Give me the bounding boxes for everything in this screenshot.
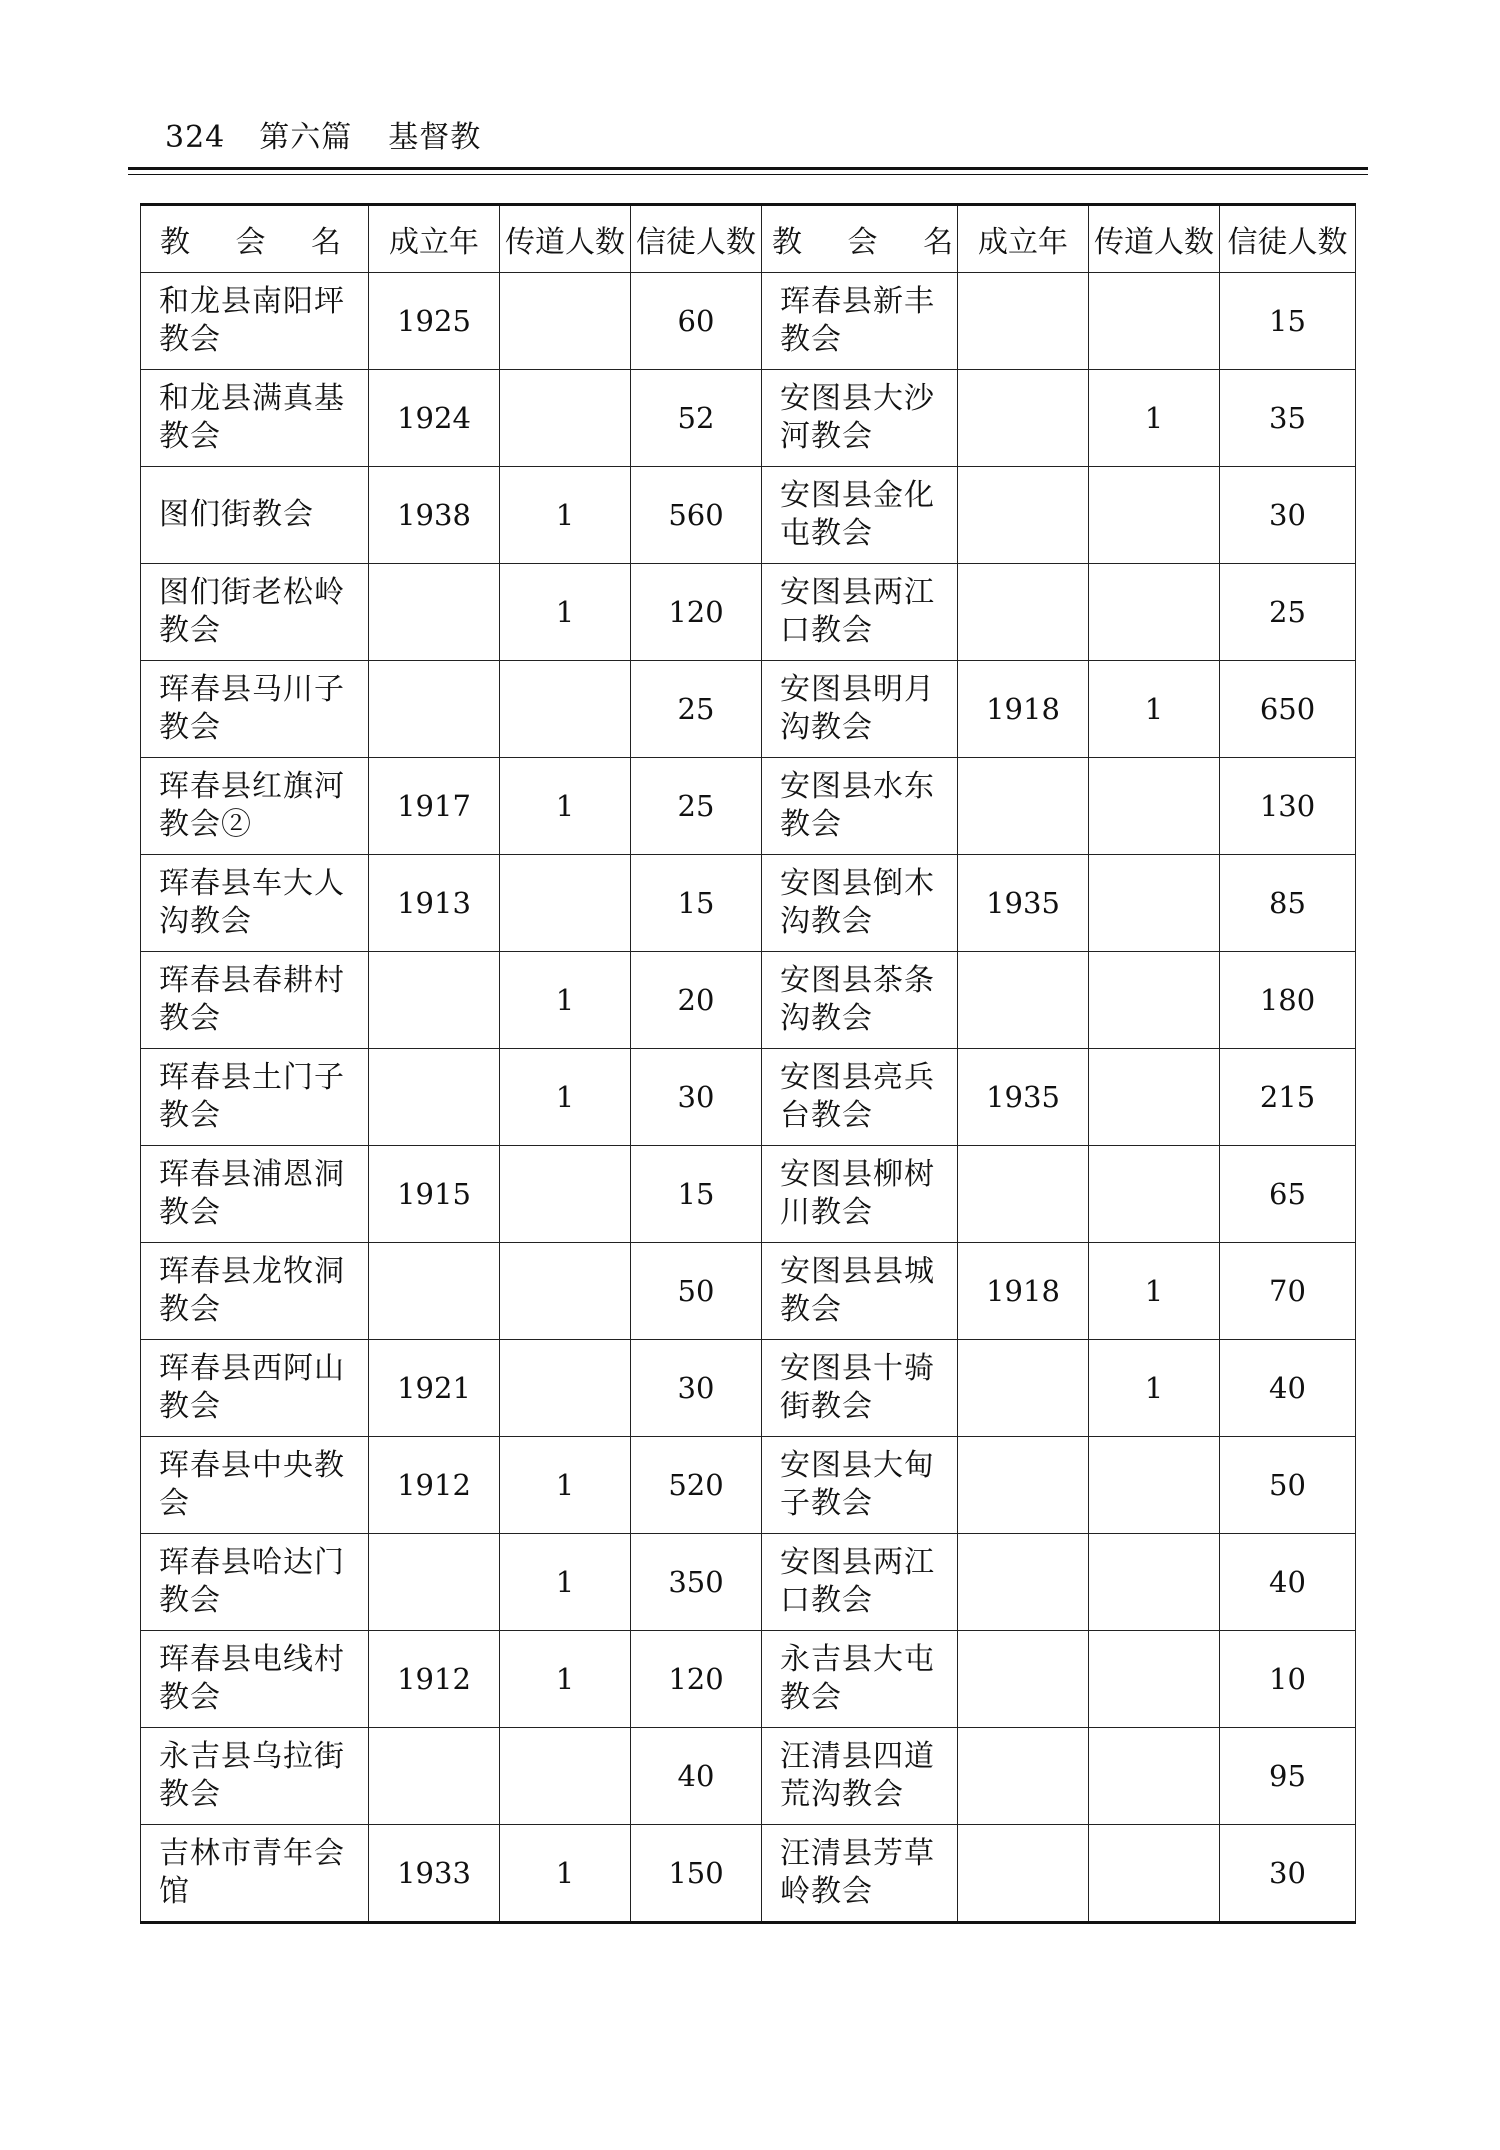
preachers-cell: 1 bbox=[1089, 661, 1220, 758]
church-name-cell: 永吉县乌拉街教会 bbox=[141, 1728, 369, 1825]
year-cell bbox=[369, 661, 500, 758]
table-row bbox=[141, 1437, 1356, 1534]
believers-cell: 350 bbox=[631, 1534, 762, 1631]
preachers-cell bbox=[500, 661, 631, 758]
church-name-cell: 图们街教会 bbox=[141, 467, 369, 564]
col-header-year: 成立年 bbox=[958, 205, 1089, 273]
church-name-cell: 珲春县车大人沟教会 bbox=[141, 855, 369, 952]
believers-cell: 50 bbox=[631, 1243, 762, 1340]
believers-cell: 40 bbox=[631, 1728, 762, 1825]
part-label: 第六篇 bbox=[259, 120, 353, 155]
year-cell: 1935 bbox=[958, 1049, 1089, 1146]
year-cell bbox=[958, 1534, 1089, 1631]
believers-cell: 25 bbox=[1220, 564, 1356, 661]
year-cell bbox=[958, 758, 1089, 855]
preachers-cell bbox=[500, 1243, 631, 1340]
table-row bbox=[141, 1825, 1356, 1923]
preachers-cell: 1 bbox=[1089, 370, 1220, 467]
year-cell bbox=[958, 1631, 1089, 1728]
year-cell: 1918 bbox=[958, 661, 1089, 758]
page-number: 324 bbox=[165, 120, 226, 155]
church-name-cell: 安图县茶条沟教会 bbox=[762, 952, 958, 1049]
church-name-cell: 珲春县新丰教会 bbox=[762, 273, 958, 370]
believers-cell: 52 bbox=[631, 370, 762, 467]
believers-cell: 520 bbox=[631, 1437, 762, 1534]
preachers-cell bbox=[1089, 1146, 1220, 1243]
table-row bbox=[141, 273, 1356, 370]
church-name-cell: 珲春县土门子教会 bbox=[141, 1049, 369, 1146]
church-table bbox=[140, 203, 1356, 1924]
believers-cell: 15 bbox=[631, 1146, 762, 1243]
year-cell bbox=[958, 1340, 1089, 1437]
preachers-cell bbox=[1089, 1534, 1220, 1631]
church-name-cell: 珲春县电线村教会 bbox=[141, 1631, 369, 1728]
believers-cell: 130 bbox=[1220, 758, 1356, 855]
preachers-cell bbox=[500, 1146, 631, 1243]
church-name-cell: 安图县柳树川教会 bbox=[762, 1146, 958, 1243]
preachers-cell bbox=[1089, 1437, 1220, 1534]
year-cell: 1917 bbox=[369, 758, 500, 855]
table-row bbox=[141, 1728, 1356, 1825]
chapter-title: 基督教 bbox=[388, 120, 482, 155]
church-name-cell: 安图县两江口教会 bbox=[762, 1534, 958, 1631]
believers-cell: 30 bbox=[1220, 467, 1356, 564]
church-name-cell: 安图县大沙河教会 bbox=[762, 370, 958, 467]
preachers-cell: 1 bbox=[500, 952, 631, 1049]
believers-cell: 65 bbox=[1220, 1146, 1356, 1243]
preachers-cell: 1 bbox=[1089, 1340, 1220, 1437]
table-row bbox=[141, 467, 1356, 564]
year-cell bbox=[369, 1243, 500, 1340]
table-row bbox=[141, 370, 1356, 467]
believers-cell: 60 bbox=[631, 273, 762, 370]
preachers-cell bbox=[1089, 1728, 1220, 1825]
believers-cell: 50 bbox=[1220, 1437, 1356, 1534]
table-row bbox=[141, 952, 1356, 1049]
year-cell: 1913 bbox=[369, 855, 500, 952]
year-cell bbox=[958, 1146, 1089, 1243]
year-cell bbox=[958, 467, 1089, 564]
believers-cell: 30 bbox=[631, 1340, 762, 1437]
believers-cell: 180 bbox=[1220, 952, 1356, 1049]
preachers-cell: 1 bbox=[500, 758, 631, 855]
table-row bbox=[141, 661, 1356, 758]
col-header-church-name: 教 会 名 bbox=[762, 205, 958, 273]
believers-cell: 30 bbox=[631, 1049, 762, 1146]
church-name-cell: 安图县大甸子教会 bbox=[762, 1437, 958, 1534]
church-name-cell: 安图县明月沟教会 bbox=[762, 661, 958, 758]
believers-cell: 120 bbox=[631, 564, 762, 661]
church-name-cell: 吉林市青年会馆 bbox=[141, 1825, 369, 1923]
church-name-cell: 安图县倒木沟教会 bbox=[762, 855, 958, 952]
col-header-believers: 信徒人数 bbox=[1220, 205, 1356, 273]
believers-cell: 40 bbox=[1220, 1340, 1356, 1437]
believers-cell: 650 bbox=[1220, 661, 1356, 758]
year-cell bbox=[958, 273, 1089, 370]
year-cell bbox=[958, 1728, 1089, 1825]
preachers-cell bbox=[500, 370, 631, 467]
church-name-cell: 珲春县西阿山教会 bbox=[141, 1340, 369, 1437]
church-name-cell: 珲春县哈达门教会 bbox=[141, 1534, 369, 1631]
believers-cell: 35 bbox=[1220, 370, 1356, 467]
preachers-cell bbox=[1089, 1825, 1220, 1923]
believers-cell: 20 bbox=[631, 952, 762, 1049]
table-row bbox=[141, 758, 1356, 855]
year-cell: 1935 bbox=[958, 855, 1089, 952]
believers-cell: 15 bbox=[1220, 273, 1356, 370]
preachers-cell: 1 bbox=[500, 1631, 631, 1728]
year-cell bbox=[369, 952, 500, 1049]
preachers-cell bbox=[1089, 855, 1220, 952]
year-cell: 1912 bbox=[369, 1437, 500, 1534]
believers-cell: 70 bbox=[1220, 1243, 1356, 1340]
table-row bbox=[141, 1146, 1356, 1243]
believers-cell: 85 bbox=[1220, 855, 1356, 952]
believers-cell: 150 bbox=[631, 1825, 762, 1923]
table-row bbox=[141, 564, 1356, 661]
preachers-cell bbox=[500, 273, 631, 370]
church-name-cell: 珲春县中央教会 bbox=[141, 1437, 369, 1534]
col-header-believers: 信徒人数 bbox=[631, 205, 762, 273]
col-header-year: 成立年 bbox=[369, 205, 500, 273]
year-cell bbox=[958, 564, 1089, 661]
church-name-cell: 和龙县南阳坪教会 bbox=[141, 273, 369, 370]
preachers-cell bbox=[1089, 564, 1220, 661]
col-header-preachers: 传道人数 bbox=[500, 205, 631, 273]
year-cell bbox=[958, 1825, 1089, 1923]
year-cell bbox=[369, 1728, 500, 1825]
church-name-cell: 安图县水东教会 bbox=[762, 758, 958, 855]
church-name-cell: 安图县两江口教会 bbox=[762, 564, 958, 661]
believers-cell: 215 bbox=[1220, 1049, 1356, 1146]
table-row bbox=[141, 1049, 1356, 1146]
preachers-cell: 1 bbox=[500, 1437, 631, 1534]
believers-cell: 10 bbox=[1220, 1631, 1356, 1728]
church-name-cell: 珲春县红旗河教会② bbox=[141, 758, 369, 855]
preachers-cell bbox=[1089, 1631, 1220, 1728]
year-cell bbox=[958, 370, 1089, 467]
year-cell: 1921 bbox=[369, 1340, 500, 1437]
year-cell bbox=[369, 564, 500, 661]
year-cell: 1912 bbox=[369, 1631, 500, 1728]
header-rule-thick bbox=[128, 167, 1368, 170]
church-name-cell: 安图县金化屯教会 bbox=[762, 467, 958, 564]
year-cell: 1924 bbox=[369, 370, 500, 467]
preachers-cell: 1 bbox=[500, 1534, 631, 1631]
church-name-cell: 安图县十骑街教会 bbox=[762, 1340, 958, 1437]
table-body bbox=[141, 273, 1356, 1923]
preachers-cell bbox=[1089, 467, 1220, 564]
preachers-cell bbox=[1089, 952, 1220, 1049]
year-cell bbox=[958, 1437, 1089, 1534]
believers-cell: 25 bbox=[631, 758, 762, 855]
preachers-cell: 1 bbox=[500, 1825, 631, 1923]
believers-cell: 25 bbox=[631, 661, 762, 758]
believers-cell: 95 bbox=[1220, 1728, 1356, 1825]
preachers-cell bbox=[1089, 1049, 1220, 1146]
page-header bbox=[165, 112, 481, 162]
church-name-cell: 汪清县芳草岭教会 bbox=[762, 1825, 958, 1923]
year-cell: 1915 bbox=[369, 1146, 500, 1243]
table-row bbox=[141, 1340, 1356, 1437]
church-name-cell: 汪清县四道荒沟教会 bbox=[762, 1728, 958, 1825]
believers-cell: 40 bbox=[1220, 1534, 1356, 1631]
preachers-cell bbox=[1089, 758, 1220, 855]
church-name-cell: 图们街老松岭教会 bbox=[141, 564, 369, 661]
col-header-preachers: 传道人数 bbox=[1089, 205, 1220, 273]
church-name-cell: 永吉县大屯教会 bbox=[762, 1631, 958, 1728]
table-header-row bbox=[141, 205, 1356, 273]
year-cell: 1933 bbox=[369, 1825, 500, 1923]
believers-cell: 15 bbox=[631, 855, 762, 952]
year-cell bbox=[369, 1534, 500, 1631]
table-row bbox=[141, 855, 1356, 952]
preachers-cell: 1 bbox=[1089, 1243, 1220, 1340]
preachers-cell bbox=[500, 1728, 631, 1825]
church-name-cell: 珲春县马川子教会 bbox=[141, 661, 369, 758]
preachers-cell: 1 bbox=[500, 564, 631, 661]
year-cell: 1938 bbox=[369, 467, 500, 564]
believers-cell: 30 bbox=[1220, 1825, 1356, 1923]
church-name-cell: 和龙县满真基教会 bbox=[141, 370, 369, 467]
believers-cell: 560 bbox=[631, 467, 762, 564]
preachers-cell bbox=[500, 1340, 631, 1437]
church-name-cell: 安图县亮兵台教会 bbox=[762, 1049, 958, 1146]
preachers-cell: 1 bbox=[500, 467, 631, 564]
year-cell bbox=[958, 952, 1089, 1049]
church-name-cell: 珲春县龙牧洞教会 bbox=[141, 1243, 369, 1340]
year-cell bbox=[369, 1049, 500, 1146]
col-header-church-name: 教 会 名 bbox=[141, 205, 369, 273]
year-cell: 1925 bbox=[369, 273, 500, 370]
table-row bbox=[141, 1631, 1356, 1728]
church-name-cell: 安图县县城教会 bbox=[762, 1243, 958, 1340]
year-cell: 1918 bbox=[958, 1243, 1089, 1340]
header-rule-thin bbox=[128, 174, 1368, 175]
church-name-cell: 珲春县浦恩洞教会 bbox=[141, 1146, 369, 1243]
preachers-cell: 1 bbox=[500, 1049, 631, 1146]
table-row bbox=[141, 1534, 1356, 1631]
church-name-cell: 珲春县春耕村教会 bbox=[141, 952, 369, 1049]
believers-cell: 120 bbox=[631, 1631, 762, 1728]
preachers-cell bbox=[500, 855, 631, 952]
table-row bbox=[141, 1243, 1356, 1340]
preachers-cell bbox=[1089, 273, 1220, 370]
